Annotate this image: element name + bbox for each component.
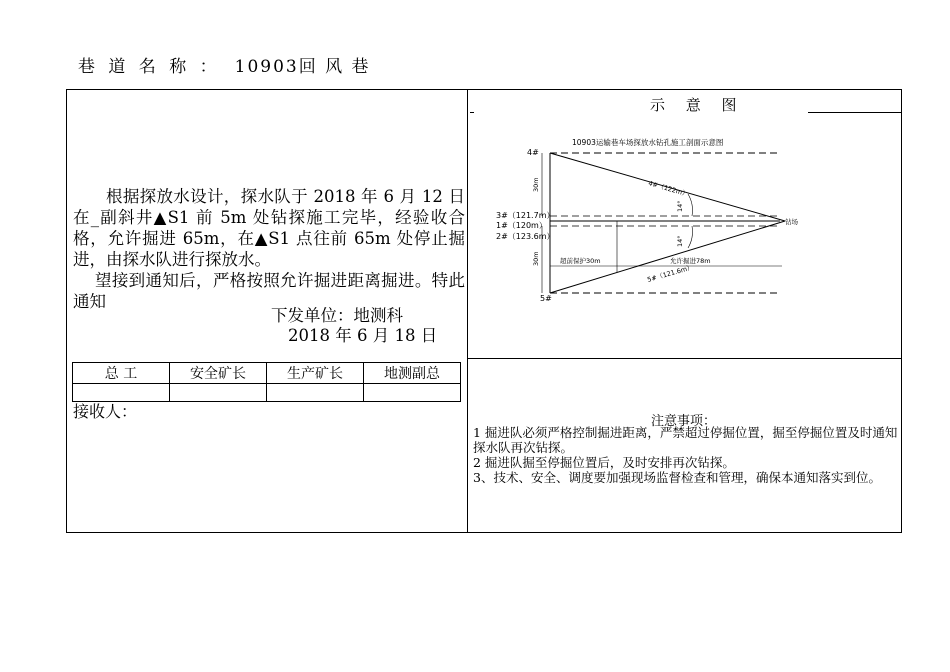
angle-down-label: 14°: [676, 235, 684, 247]
right-row-divider: [467, 358, 902, 359]
signature-table: [72, 362, 461, 402]
issue-date: 2018 年 6 月 18 日: [288, 326, 438, 345]
hole-4-label: 4#: [527, 148, 539, 157]
allow-label: 允许掘进78m: [670, 257, 711, 265]
note-item-3: 3、技术、安全、调度要加强现场监督检查和管理，确保本通知落实到位。: [473, 470, 881, 485]
drawing-title: 10903运输巷车场探放水钻孔施工剖面示意图: [572, 138, 724, 147]
column-divider: [467, 89, 468, 533]
signature-header-chief-engineer: 总 工: [73, 363, 170, 384]
signature-header-production-manager: 生产矿长: [267, 363, 364, 384]
angle-up-label: 14°: [676, 200, 684, 212]
angle-up-arc: [688, 194, 693, 216]
notes-list: [473, 425, 898, 485]
angle-down-arc: [688, 226, 693, 248]
signature-header-row: [73, 363, 461, 384]
diagram-title: 示 意 图: [650, 96, 745, 114]
hole-2-label: 2#（123.6m）: [496, 232, 555, 241]
receiver-label: 接收人：: [73, 402, 138, 421]
signature-header-safety-manager: 安全矿长: [170, 363, 267, 384]
hole-5-length: 5#（121.6m）: [646, 263, 695, 284]
safety-label: 超前保护30m: [560, 257, 601, 265]
hole-3-label: 3#（121.7m）: [496, 211, 555, 220]
signature-header-survey-deputy: 地测副总: [364, 363, 461, 384]
hole-5-label: 5#: [540, 294, 552, 303]
dim-top-label: 30m: [532, 177, 540, 192]
notice-body: [73, 186, 465, 312]
issuing-unit: 下发单位：地测科: [271, 306, 403, 325]
title-rule-right: [808, 112, 902, 113]
roadway-name-value: 10903回 风 巷: [234, 57, 371, 77]
notes-title: 注意事项：: [651, 414, 717, 429]
hole-4-length: 4#（122m）: [647, 179, 690, 199]
notice-paragraph-2: 望接到通知后，严格按照允许掘进距离掘进。特此通知: [73, 271, 465, 311]
signature-cell[interactable]: [364, 384, 461, 402]
note-item-2: 2 掘进队掘至停掘位置后，及时安排再次钻探。: [473, 455, 735, 470]
dim-bottom-label: 30m: [532, 251, 540, 266]
notice-paragraph-1: 根据探放水设计，探水队于 2018 年 6 月 12 日在_副斜井▲S1 前 5m 处钻探施工完毕，经验收合格，允许掘进 65m，在▲S1 点往前 65m 处停止掘进，由探水队进行探放水。: [73, 187, 465, 269]
drill-profile-diagram: [480, 130, 810, 310]
note-item-1: 1 掘进队必须严格控制掘进距离，严禁超过停掘位置，掘至停掘位置及时通知探水队再次钻探。: [473, 425, 898, 455]
signature-cell[interactable]: [170, 384, 267, 402]
title-rule-left: [470, 112, 474, 113]
signature-cell[interactable]: [267, 384, 364, 402]
roadway-name-heading: [78, 52, 371, 77]
hole-1-label: 1#（120m）: [496, 221, 547, 230]
drill-site-label: 钻场: [785, 218, 798, 226]
roadway-name-label: 巷 道 名 称 ：: [78, 57, 221, 77]
